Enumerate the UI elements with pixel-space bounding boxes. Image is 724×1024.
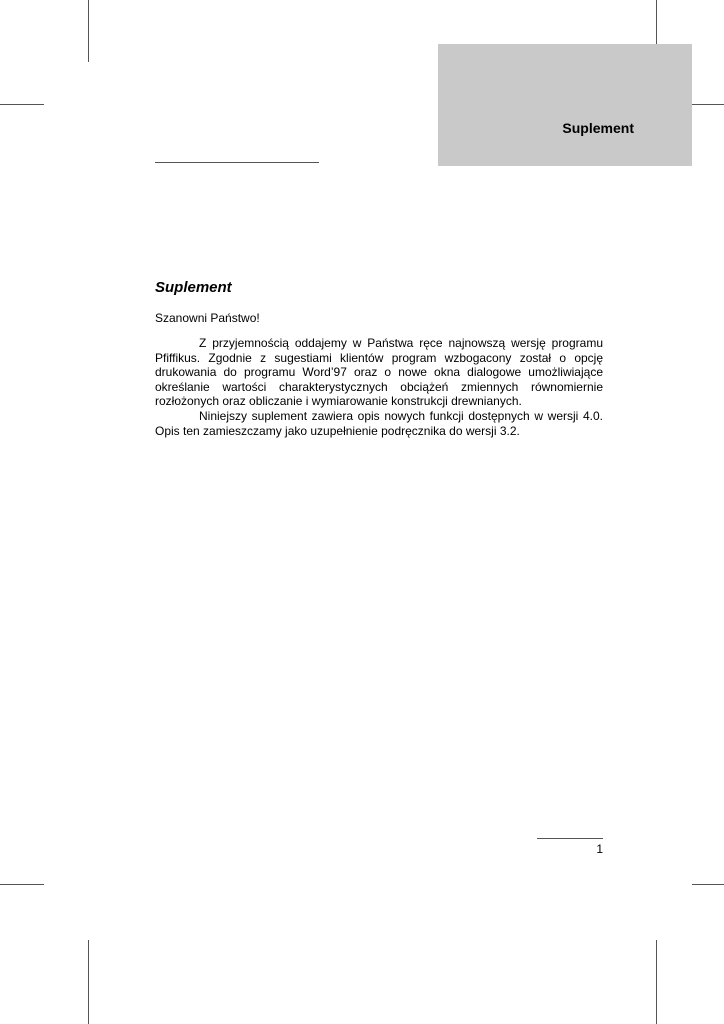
body-text [155, 336, 603, 438]
crop-mark-right-top [692, 104, 724, 105]
page-number: 1 [596, 842, 603, 856]
footer-rule [537, 838, 603, 839]
header-rule [155, 162, 319, 163]
paragraph-intro: Z przyjemnością oddajemy w Państwa ręce najnowszą wersję programu Pfiffikus. Zgodnie z sugestiami klientów program wzbogacony został o opcję drukowania do programu Word’97 oraz o nowe okna dialogowe umożliwiające określanie wartości charakterystycznych obciążeń zmiennych równomiernie rozłożonych oraz obliczanie i wymiarowanie konstrukcji drewnianych. [155, 336, 603, 409]
section-title: Suplement [155, 279, 232, 296]
crop-mark-left-bottom [0, 884, 44, 885]
crop-mark-right-bottom [692, 884, 724, 885]
paragraph-supplement: Niniejszy suplement zawiera opis nowych funkcji dostępnych w wersji 4.0. Opis ten zamieszczamy jako uzupełnienie podręcznika do wersji 3.2. [155, 408, 603, 438]
crop-mark-bottom-right [656, 940, 657, 1024]
crop-mark-bottom-left [88, 940, 89, 1024]
crop-mark-top-left [88, 0, 89, 62]
crop-mark-left-top [0, 104, 44, 105]
header-title: Suplement [562, 120, 634, 136]
greeting: Szanowni Państwo! [155, 311, 260, 325]
header-box [438, 44, 692, 166]
